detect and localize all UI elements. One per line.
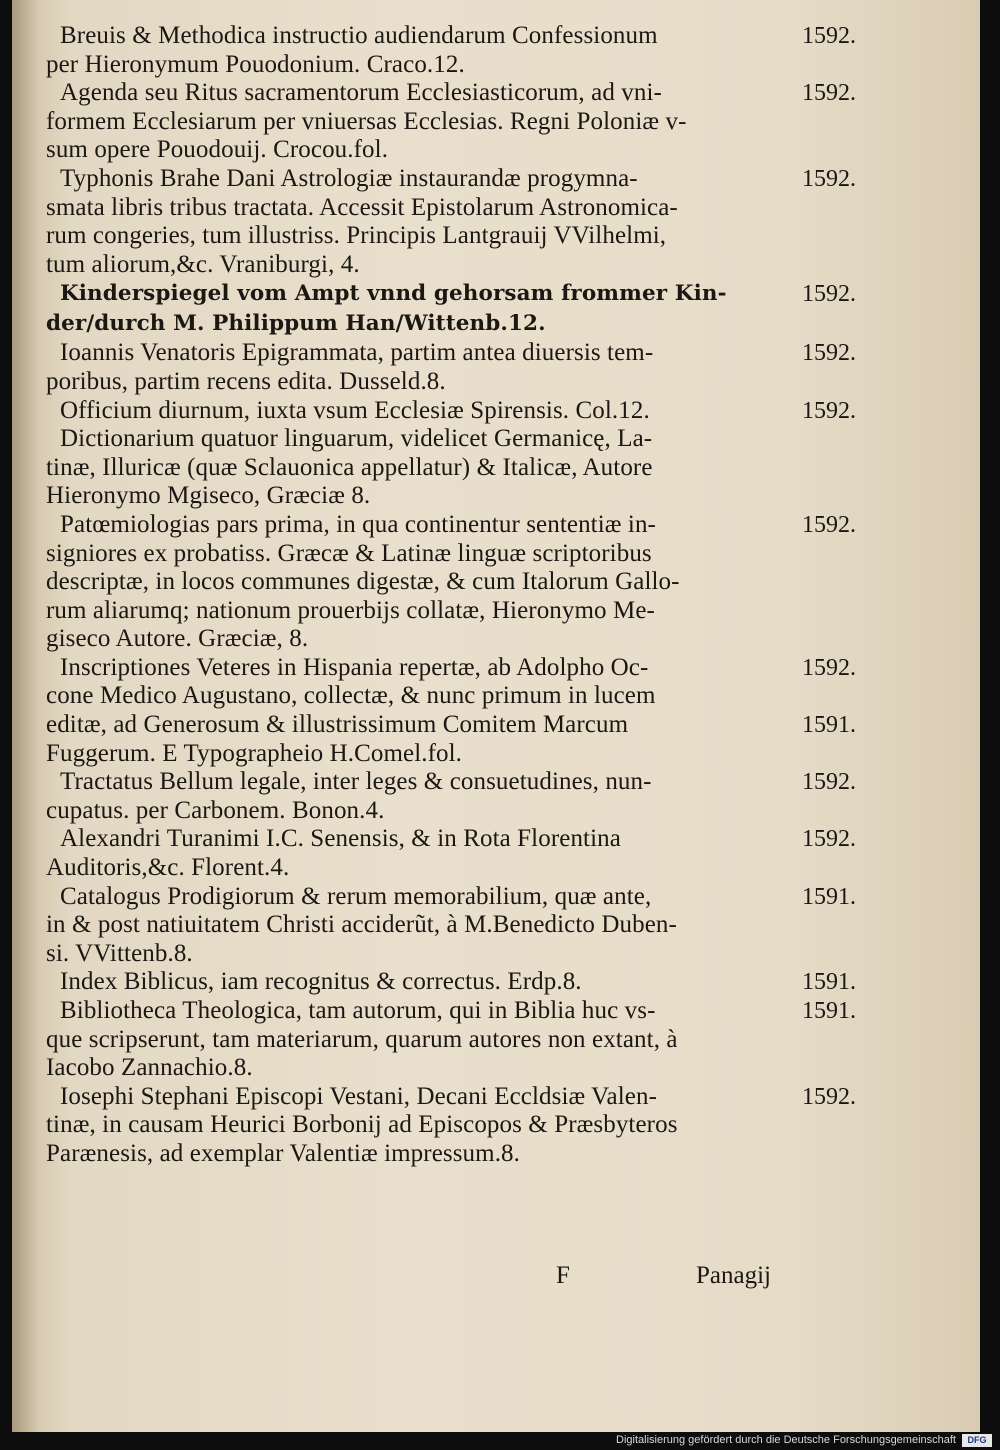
catalog-entry [46,165,856,279]
entry-year [780,165,856,279]
catalog-entry [46,511,856,654]
entry-line: Parænesis, ad exemplar Valentiæ impressum.8. [46,1139,521,1167]
entry-line: rum congeries, tum illustriss. Principis Lantgrauij VVilhelmi, [46,222,667,250]
entry-line: tinæ, in causam Heurici Borbonij ad Episcopos & Præsbyteros [46,1111,678,1139]
entry-year-value: 1592. [802,1083,856,1110]
entry-year-value: 1592. [802,165,856,192]
entry-line: poribus, partim recens edita. Dusseld.8. [46,367,446,395]
entry-year-value: 1592. [802,769,856,796]
entry-year [780,22,856,79]
catalog-entry [46,397,856,426]
dfg-logo: DFG [962,1434,992,1447]
entry-line: Iosephi Stephani Episcopi Vestani, Decani Eccldsiæ Valen- [60,1082,658,1110]
book-page [12,0,980,1432]
entry-text [46,339,780,396]
entry-line: in & post natiuitatem Christi acciderũt, à M.Benedicto Duben- [46,911,677,939]
entry-year [780,511,856,654]
entry-line: signiores ex probatiss. Græcæ & Latinæ linguæ scriptoribus [46,539,652,567]
entry-line: smata libris tribus tractata. Accessit Epistolarum Astronomica- [46,193,678,221]
entry-year-value: 1591. [802,998,856,1024]
entry-line: Auditoris,&c. Florent.4. [46,854,290,882]
entry-text [46,397,780,426]
dfg-funding-notice: Digitalisierung gefördert durch die Deutsche Forschungsgemeinschaft [616,1434,956,1446]
entry-year-value: 1592. [802,80,856,107]
entry-line: que scripserunt, tam materiarum, quarum autores non extant, à [46,1025,678,1053]
entry-line: Tractatus Bellum legale, inter leges & consuetudines, nun- [60,768,652,796]
entry-line: cupatus. per Carbonem. Bonon.4. [46,796,385,824]
entry-text [46,654,780,768]
entry-year-value: 1592. [802,654,856,681]
entry-year [780,768,856,825]
entry-year [780,279,856,339]
entry-text [46,1083,780,1169]
entry-year [780,1083,856,1169]
entry-text [46,22,780,79]
entry-year-value: 1592. [802,340,856,367]
catalog-entry [46,883,856,969]
entry-line: rum aliarumq; nationum prouerbijs collatæ, Hieronymo Me- [46,596,655,624]
entry-year [780,425,856,511]
entry-line: giseco Autore. Græciæ, 8. [46,625,309,653]
entry-line: Iacobo Zannachio.8. [46,1054,253,1082]
entry-line: der/durch M. Philippum Han/Wittenb.12. [46,311,546,337]
catalog-entry [46,79,856,165]
entry-year-value: 1592. [802,281,856,308]
entry-line: tinæ, Illuricæ (quæ Sclauonica appellatur) & Italicæ, Autore [46,453,653,481]
entry-line: Agenda seu Ritus sacramentorum Ecclesiasticorum, ad vni- [60,79,662,107]
entry-year [780,997,856,1083]
scan-border-left [0,0,12,1432]
entry-text [46,279,780,339]
catalog-entry [46,968,856,997]
entry-line: Hieronymo Mgiseco, Græciæ 8. [46,482,371,510]
entry-line: Officium diurnum, iuxta vsum Ecclesiæ Spirensis. Col.12. [60,396,650,424]
entry-line: si. VVittenb.8. [46,939,193,967]
catalog-entries [46,22,856,1169]
entry-line: Breuis & Methodica instructio audiendarum Confessionum [60,22,658,49]
catalog-entry [46,825,856,882]
entry-year [780,883,856,969]
signature-mark: F [556,1262,570,1289]
entry-line: Catalogus Prodigiorum & rerum memorabilium, quæ ante, [60,882,652,910]
catalog-entry [46,1083,856,1169]
catalog-entry [46,997,856,1083]
entry-year [780,654,856,768]
entry-text [46,511,780,654]
entry-line: descriptæ, in locos communes digestæ, & cum Italorum Gallo- [46,568,680,596]
entry-text [46,825,780,882]
catalog-entry [46,425,856,511]
entry-line: Index Biblicus, iam recognitus & correctus. Erdp.8. [60,968,582,996]
entry-year-value: 1592. [802,397,856,424]
catalog-entry [46,22,856,79]
entry-text [46,768,780,825]
entry-line: cone Medico Augustano, collectæ, & nunc primum in lucem [46,682,656,710]
entry-line: Dictionarium quatuor linguarum, videlicet Germanicę, La- [60,425,653,453]
entry-text [46,883,780,969]
entry-line: Inscriptiones Veteres in Hispania repertæ, ab Adolpho Oc- [60,653,649,681]
entry-year-value: 1592. [802,511,856,538]
entry-line: sum opere Pouodouij. Crocou.fol. [46,136,389,164]
entry-line: tum aliorum,&c. Vraniburgi, 4. [46,250,360,278]
entry-line: Fuggerum. E Typographeio H.Comel.fol. [46,739,463,767]
entry-line: Ioannis Venatoris Epigrammata, partim antea diuersis tem- [60,339,654,367]
catchword: Panagij [696,1262,771,1289]
entry-text [46,165,780,279]
entry-line: Kinderspiegel vom Ampt vnnd gehorsam frommer Kin- [60,281,727,307]
catalog-entry [46,279,856,339]
entry-line: Typhonis Brahe Dani Astrologiæ instaurandæ progymna- [60,164,638,192]
entry-text [46,997,780,1083]
catalog-entry [46,768,856,825]
entry-text [46,968,780,997]
entry-text [46,79,780,165]
entry-line: per Hieronymum Pouodonium. Craco.12. [46,50,465,78]
dfg-footer-bar [0,1432,1000,1450]
entry-line: editæ, ad Generosum & illustrissimum Comitem Marcum [46,711,629,739]
entry-year-value: 1592. [802,826,856,853]
entry-year-value: 1591. [802,969,856,996]
page-gutter-shadow [12,0,38,1432]
entry-year-value: 1591. [802,883,856,910]
entry-year [780,968,856,997]
entry-year-value: 1592. [802,23,856,49]
entry-line: formem Ecclesiarum per vniuersas Ecclesias. Regni Poloniæ v- [46,107,687,135]
entry-line: Alexandri Turanimi I.C. Senensis, & in Rota Florentina [60,825,621,853]
entry-line: Patœmiologias pars prima, in qua continentur sententiæ in- [60,510,656,538]
entry-year [780,339,856,396]
entry-text [46,425,780,511]
entry-year [780,79,856,165]
entry-line: Bibliotheca Theologica, tam autorum, qui in Biblia huc vs- [60,997,656,1024]
entry-year-value-secondary: 1591. [802,712,856,739]
entry-year [780,825,856,882]
entry-year [780,397,856,426]
catalog-entry [46,339,856,396]
catalog-entry [46,654,856,768]
